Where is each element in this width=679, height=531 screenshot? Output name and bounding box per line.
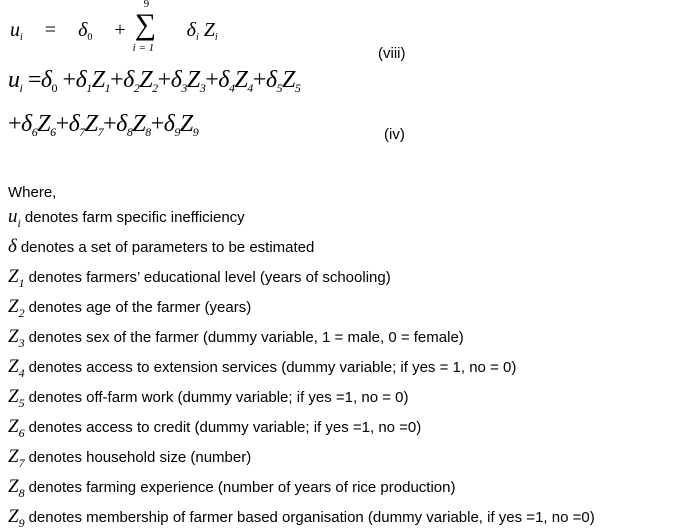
definition-symbol-base: Z bbox=[8, 446, 19, 467]
eq4-line2-terms bbox=[8, 111, 198, 137]
definition-text: denotes farm specific inefficiency bbox=[24, 209, 245, 226]
eq4-term-1 bbox=[63, 67, 111, 93]
definition-symbol-base: δ bbox=[8, 236, 17, 257]
eq8-equals: = bbox=[44, 19, 57, 41]
definition-symbol-base: Z bbox=[8, 326, 19, 347]
eq4-term-3 bbox=[158, 67, 206, 93]
definition-symbol-base: Z bbox=[8, 356, 19, 377]
eq8-lhs: u bbox=[10, 19, 20, 41]
definition-symbol-base: Z bbox=[8, 506, 19, 527]
eq4-z-subscript: 1 bbox=[104, 81, 111, 95]
definition-symbol-subscript: 5 bbox=[18, 396, 25, 410]
eq4-delta-subscript: 4 bbox=[228, 81, 235, 95]
definition-symbol-base: Z bbox=[8, 266, 19, 287]
definition-symbol-subscript: 1 bbox=[18, 276, 25, 290]
eq4-z-subscript: 6 bbox=[50, 125, 56, 139]
eq4-plus: + bbox=[8, 111, 22, 137]
eq4-delta: δ bbox=[21, 111, 32, 137]
eq4-z: Z bbox=[84, 111, 98, 137]
definition-symbol bbox=[8, 266, 25, 288]
definition-symbol bbox=[8, 326, 25, 348]
eq8-lhs-subscript: i bbox=[20, 32, 23, 43]
definition-symbol-base: Z bbox=[8, 386, 19, 407]
definition-text: denotes farmers’ educational level (years of schooling) bbox=[28, 269, 391, 286]
eq4-plus: + bbox=[150, 111, 164, 137]
eq4-term-9 bbox=[151, 111, 199, 137]
definition-symbol bbox=[8, 206, 21, 228]
definition-row bbox=[8, 476, 455, 498]
eq4-plus: + bbox=[205, 67, 219, 93]
definition-symbol-subscript: i bbox=[17, 216, 21, 230]
definition-symbol-base: Z bbox=[8, 416, 19, 437]
definition-row bbox=[8, 206, 245, 228]
eq4-delta: δ bbox=[265, 67, 277, 93]
definition-symbol-subscript: 4 bbox=[18, 366, 25, 380]
eq4-z-subscript: 3 bbox=[199, 81, 206, 95]
eq4-z: Z bbox=[139, 67, 153, 93]
eq4-z-subscript: 7 bbox=[97, 125, 104, 139]
definition-symbol bbox=[8, 356, 25, 378]
eq4-lhs-subscript: i bbox=[19, 81, 23, 95]
eq4-delta-subscript: 2 bbox=[133, 81, 140, 95]
definition-symbol bbox=[8, 476, 25, 498]
eq4-delta-subscript: 1 bbox=[86, 81, 92, 95]
definition-symbol-base: u bbox=[8, 206, 18, 227]
eq4-z: Z bbox=[282, 67, 295, 93]
definition-row bbox=[8, 296, 251, 318]
eq4-delta: δ bbox=[75, 67, 87, 93]
eq4-z: Z bbox=[234, 67, 248, 93]
eq8-delta-i: δ bbox=[186, 19, 196, 41]
eq4-delta: δ bbox=[218, 67, 229, 93]
definition-symbol-subscript: 3 bbox=[18, 336, 25, 350]
eq4-delta0: δ bbox=[40, 67, 52, 93]
eq4-delta-subscript: 5 bbox=[276, 81, 282, 95]
eq8-z-subscript: i bbox=[214, 32, 218, 43]
definition-row bbox=[8, 506, 595, 528]
eq4-z-subscript: 5 bbox=[294, 81, 301, 95]
definition-row bbox=[8, 356, 516, 378]
definition-symbol bbox=[8, 506, 25, 528]
eq4-delta-subscript: 8 bbox=[126, 125, 133, 139]
definition-symbol bbox=[8, 446, 25, 468]
definition-text: denotes membership of farmer based organisation (dummy variable, if yes =1, no =0) bbox=[28, 509, 595, 526]
definition-row bbox=[8, 236, 314, 258]
definition-row bbox=[8, 266, 391, 288]
definition-text: denotes access to extension services (dummy variable; if yes = 1, no = 0) bbox=[28, 359, 517, 376]
summation-upper-limit: 9 bbox=[143, 0, 150, 10]
equation-number-iv: (iv) bbox=[384, 126, 405, 143]
eq4-plus: + bbox=[55, 111, 69, 137]
definition-symbol-subscript: 2 bbox=[18, 306, 25, 320]
summation-symbol: ∑ bbox=[134, 8, 157, 41]
eq8-delta0-subscript: 0 bbox=[87, 32, 93, 43]
eq4-plus: + bbox=[110, 67, 124, 93]
eq4-z: Z bbox=[91, 67, 105, 93]
definition-symbol-base: Z bbox=[8, 296, 19, 317]
definition-row bbox=[8, 326, 464, 348]
equation-number-viii: (viii) bbox=[378, 45, 406, 62]
definition-symbol bbox=[8, 386, 25, 408]
eq4-delta: δ bbox=[170, 67, 182, 93]
eq4-z: Z bbox=[186, 67, 200, 93]
definition-text: denotes access to credit (dummy variable; if yes =1, no =0) bbox=[28, 419, 422, 436]
definition-row bbox=[8, 416, 421, 438]
definition-symbol-subscript: 6 bbox=[18, 426, 25, 440]
eq8-delta0: δ bbox=[78, 19, 88, 41]
definition-text: denotes sex of the farmer (dummy variable, 1 = male, 0 = female) bbox=[28, 329, 464, 346]
eq4-plus: + bbox=[157, 67, 171, 93]
eq4-line1-terms bbox=[63, 67, 301, 93]
definition-text: denotes farming experience (number of years of rice production) bbox=[28, 479, 456, 496]
eq4-z-subscript: 8 bbox=[145, 125, 151, 139]
definition-text: denotes household size (number) bbox=[28, 449, 252, 466]
eq4-term-8 bbox=[103, 111, 151, 137]
eq4-z-subscript: 4 bbox=[247, 81, 253, 95]
eq4-lhs: u bbox=[8, 67, 20, 93]
definition-symbol-subscript: 9 bbox=[18, 516, 25, 530]
eq8-plus: + bbox=[114, 19, 126, 41]
definition-text: denotes age of the farmer (years) bbox=[28, 299, 252, 316]
definition-row bbox=[8, 386, 408, 408]
definition-symbol bbox=[8, 236, 17, 258]
eq8-delta-i-subscript: i bbox=[195, 32, 199, 43]
eq4-z: Z bbox=[179, 111, 193, 137]
definition-symbol-base: Z bbox=[8, 476, 19, 497]
equation-iv-line-2 bbox=[8, 111, 198, 138]
eq4-term-7 bbox=[56, 111, 104, 137]
equation-iv-line-1 bbox=[8, 67, 300, 94]
eq4-delta0-subscript: 0 bbox=[51, 81, 58, 95]
definition-text: denotes off-farm work (dummy variable; if yes =1, no = 0) bbox=[28, 389, 409, 406]
definition-symbol-subscript: 8 bbox=[18, 486, 25, 500]
eq4-delta-subscript: 9 bbox=[174, 125, 180, 139]
eq4-equals: = bbox=[27, 67, 41, 93]
eq4-z: Z bbox=[132, 111, 146, 137]
eq8-z: Z bbox=[203, 19, 215, 41]
eq4-delta-subscript: 6 bbox=[31, 125, 38, 139]
eq4-plus: + bbox=[103, 111, 117, 137]
equation-viii bbox=[10, 0, 218, 54]
eq4-delta: δ bbox=[116, 111, 127, 137]
where-label: Where, bbox=[8, 184, 57, 201]
eq4-term-6 bbox=[8, 111, 56, 137]
eq4-z-subscript: 9 bbox=[192, 125, 199, 139]
eq4-term-4 bbox=[205, 67, 253, 93]
eq4-term-5 bbox=[253, 67, 301, 93]
definition-symbol bbox=[8, 416, 25, 438]
definition-text: denotes a set of parameters to be estimated bbox=[20, 239, 315, 256]
eq4-delta-subscript: 7 bbox=[79, 125, 85, 139]
summation-lower-limit: i = 1 bbox=[132, 42, 155, 54]
summation-operator bbox=[131, 0, 165, 54]
definition-row bbox=[8, 446, 251, 468]
eq4-z-subscript: 2 bbox=[152, 81, 158, 95]
eq4-z: Z bbox=[37, 111, 51, 137]
eq4-delta: δ bbox=[123, 67, 134, 93]
definition-symbol bbox=[8, 296, 25, 318]
eq4-plus: + bbox=[252, 67, 266, 93]
eq4-delta-subscript: 3 bbox=[181, 81, 187, 95]
eq4-term-2 bbox=[110, 67, 158, 93]
eq4-delta: δ bbox=[68, 111, 80, 137]
definition-symbol-subscript: 7 bbox=[18, 456, 25, 470]
eq4-plus: + bbox=[62, 67, 76, 93]
eq4-delta: δ bbox=[163, 111, 175, 137]
